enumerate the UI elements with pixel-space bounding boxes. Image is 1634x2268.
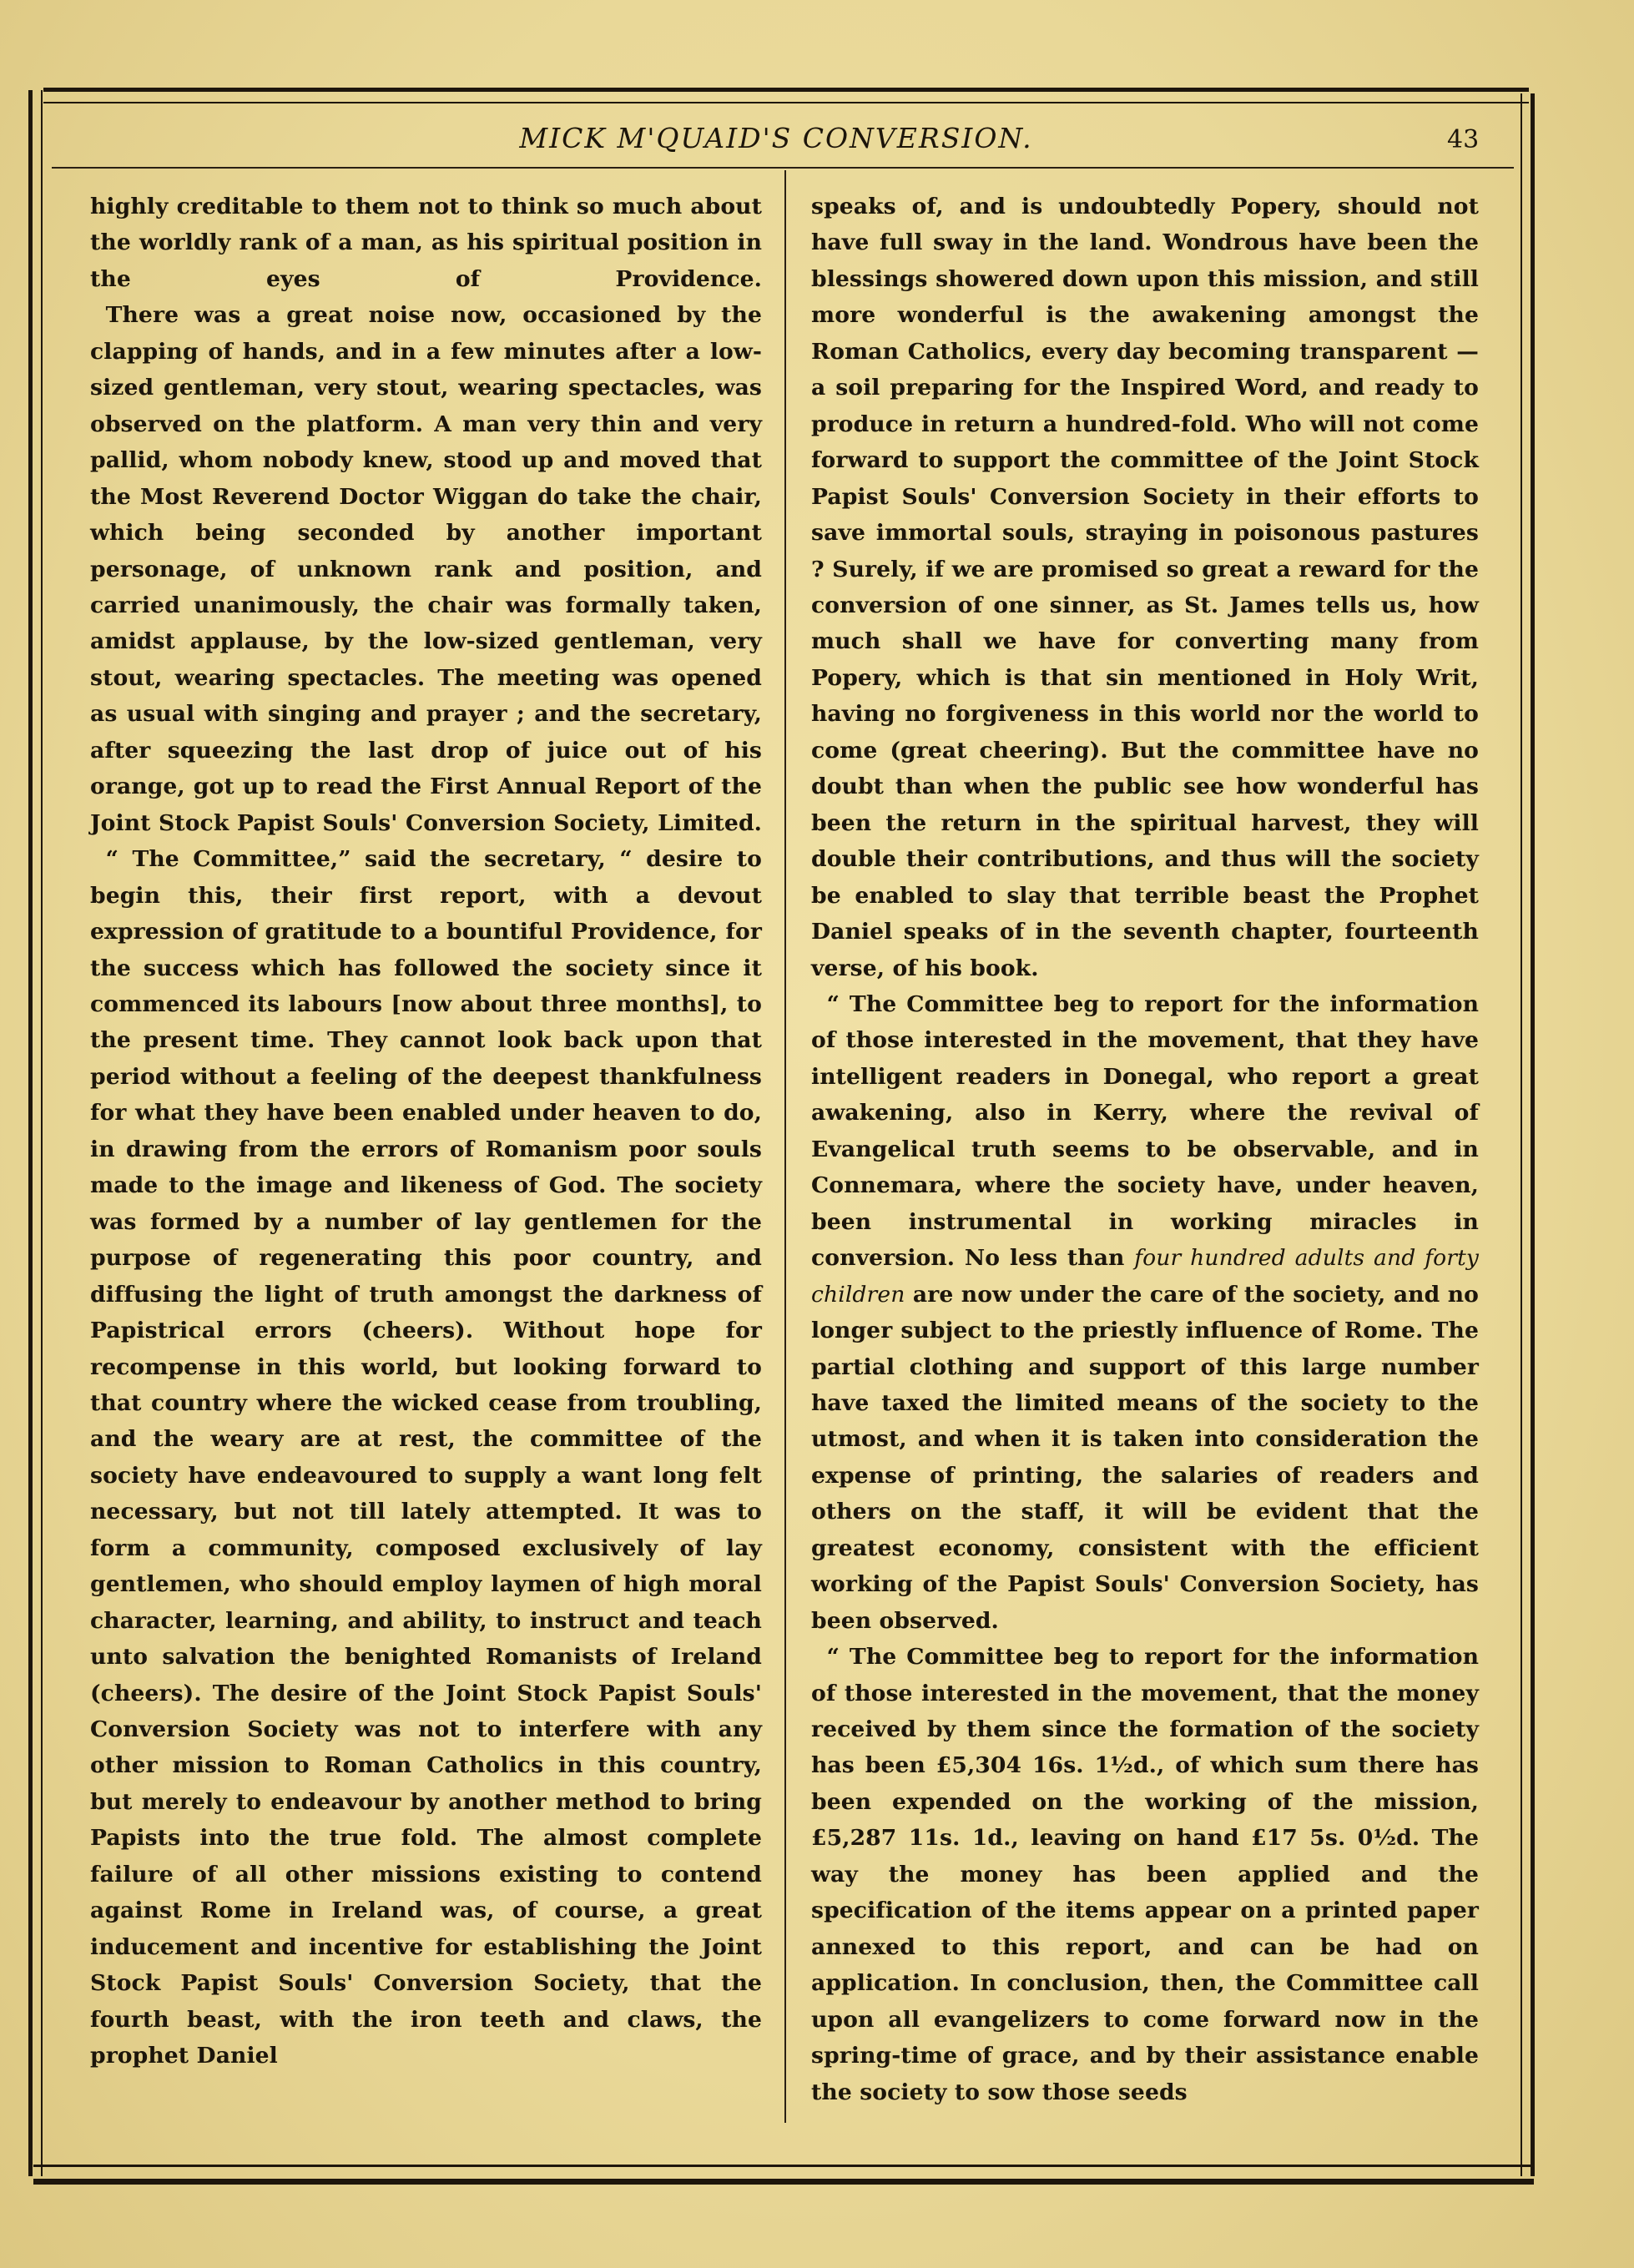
column-divider [784,170,786,2123]
page-frame-bottom-rule [33,2165,1534,2185]
paragraph: “ The Committee beg to report for the information of those interested in the movement, that the money received by them since the formation of the society has been £5,304 16s. 1½d., of which sum there has been expended on the working of the mission, £5,287 11s. 1d., leaving on hand £17 5s. 0½d. The way the money has been applied and the specification of the items appear on a printed paper annexed to this report, and can be had on application. In conclusion, then, the Committee call upon all evangelizers to come forward now in the spring-time of grace, and by their assistance enable the society to sow those seeds [811,1644,1479,2105]
header-rule [52,167,1514,169]
left-column [90,189,762,2074]
paragraph-text: are now under the care of the society, and no longer subject to the priestly influence of Rome. The partial clothing and support of this large number have taxed the limited means of the society to the utmost, and when it is taken into consideration the expense of printing, the salaries of readers and others on the staff, it will be evident that the greatest economy, consistent with the efficient working of the Papist Souls' Conversion Society, has been observed. [811,1281,1479,1634]
paragraph-text: “ The Committee beg to report for the information of those interested in the movement, that they have intelligent readers in Donegal, who report a great awakening, also in Kerry, where the revival of Evangelical truth seems to be observable, and in Connemara, where the society have, under heaven, been instrumental in working miracles in conversion. No less than [811,990,1479,1272]
paragraph: “ The Committee,” said the secretary, “ desire to begin this, their first report, with a devout expression of gratitude to a bountiful Providence, for the success which has followed the society since it commenced its labours [now about three months], to the present time. They cannot look back upon that period without a feeling of the deepest thankfulness for what they have been enabled under heaven to do, in drawing from the errors of Romanism poor souls made to the image and likeness of God. The society was formed by a number of lay gentlemen for the purpose of regenerating this poor country, and diffusing the light of truth amongst the darkness of Papistrical errors (cheers). Without hope for recompense in this world, but looking forward to that country where the wicked cease from troubling, and the weary are at rest, the committee of the society have endeavoured to supply a want long felt necessary, but not till lately attempted. It was to form a community, composed exclusively of lay gentlemen, who should employ laymen of high moral character, learning, and ability, to instruct and teach unto salvation the benighted Romanists of Ireland (cheers). The desire of the Joint Stock Papist Souls' Conversion Society was not to interfere with any other mission to Roman Catholics in this country, but merely to endeavour by another method to bring Papists into the true fold. The almost complete failure of all other missions existing to contend against Rome in Ireland was, of course, a great inducement and incentive for establishing the Joint Stock Papist Souls' Conversion Society, that the fourth beast, with the iron teeth and claws, the prophet Daniel [90,846,762,2069]
paragraph: highly creditable to them not to think so much about the worldly rank of a man, as his spiritual position in the eyes of Providence. [90,194,762,292]
page-frame-left-rule [28,90,43,2176]
italic-emphasis: four hundred adults and forty children [811,1245,1479,1308]
right-column [811,189,1479,2110]
running-title: MICK M'QUAID'S CONVERSION. [519,122,1033,154]
paragraph [811,986,1479,1639]
paragraph: speaks of, and is undoubtedly Popery, should not have full sway in the land. Wondrous have been the blessings showered down upon this mission, and still more wonderful is the awakening amongst the Roman Catholics, every day becoming transparent —a soil preparing for the Inspired Word, and ready to produce in return a hundred-fold. Who will not come forward to support the committee of the Joint Stock Papist Souls' Conversion Society in their efforts to save immortal souls, straying in poisonous pastures ? Surely, if we are promised so great a reward for the conversion of one sinner, as St. James tells us, how much shall we have for converting many from Popery, which is that sin mentioned in Holy Writ, having no forgiveness in this world nor the world to come (great cheering). But the committee have no doubt than when the public see how wonderful has been the return in the spiritual harvest, they will double their contributions, and thus will the society be enabled to slay that terrible beast the Prophet Daniel speaks of in the seventh chapter, fourteenth verse, of his book. [811,194,1479,981]
page-frame-right-rule [1521,93,1535,2176]
page-frame-top-rule [43,88,1529,103]
page-number: 43 [1447,125,1480,154]
paragraph: There was a great noise now, occasioned by the clapping of hands, and in a few minutes after a low-sized gentleman, very stout, wearing spectacles, was observed on the platform. A man very thin and very pallid, whom nobody knew, stood up and moved that the Most Reverend Doctor Wiggan do take the chair, which being seconded by another important personage, of unknown rank and position, and carried unanimously, the chair was formally taken, amidst applause, by the low-sized gentleman, very stout, wearing spectacles. The meeting was opened as usual with singing and prayer ; and the secretary, after squeezing the last drop of juice out of his orange, got up to read the First Annual Report of the Joint Stock Papist Souls' Conversion Society, Limited. [90,302,762,836]
